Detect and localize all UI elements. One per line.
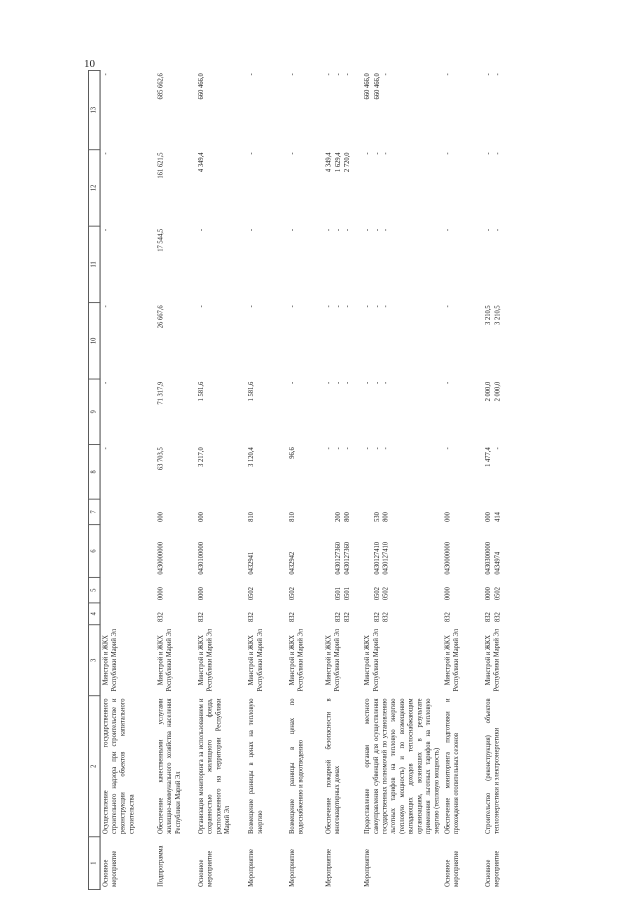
row-type: Основное мероприятие — [443, 850, 461, 887]
cell-line: - — [343, 73, 351, 76]
cell-line: 832 — [372, 612, 381, 623]
cell-c8 — [483, 445, 520, 500]
cell-c4 — [196, 603, 246, 625]
cell-line: - — [324, 447, 333, 450]
cell-c7 — [287, 499, 324, 524]
column-header-6: 6 — [88, 525, 99, 578]
cell-line: 3 120,4 — [247, 447, 256, 467]
cell-line: - — [363, 447, 372, 450]
cell-line: - — [372, 305, 381, 308]
column-header-9: 9 — [88, 379, 99, 445]
table-row — [443, 71, 484, 890]
cell-c13 — [287, 71, 324, 150]
cell-line: 96,6 — [288, 447, 296, 459]
cell-line: - — [288, 152, 296, 155]
cell-c8 — [247, 445, 288, 500]
cell-line: 000 — [443, 512, 452, 522]
row-type: Мероприятие — [363, 849, 372, 887]
cell-line: 0502 — [381, 587, 390, 601]
cell-c4 — [247, 603, 288, 625]
cell-line: - — [101, 73, 110, 76]
cell-c5 — [287, 577, 324, 602]
cell-line: - — [247, 228, 256, 232]
column-header-10: 10 — [88, 303, 99, 379]
cell-c11 — [443, 226, 484, 302]
cell-c4 — [443, 603, 484, 625]
cell-line: 0502 — [288, 587, 296, 601]
cell-line: 800 — [343, 512, 351, 522]
cell-line: - — [334, 73, 342, 76]
cell-line: - — [381, 152, 390, 155]
cell-c5 — [443, 577, 484, 602]
column-header-7: 7 — [88, 499, 99, 524]
cell-line — [325, 580, 334, 600]
cell-line: - — [288, 73, 296, 76]
row-type: Подпрограмма — [156, 845, 165, 887]
cell-c11 — [483, 226, 520, 302]
cell-line: - — [324, 228, 333, 232]
cell-line: - — [363, 381, 372, 384]
cell-line: - — [334, 228, 342, 232]
cell-line: - — [381, 447, 390, 450]
cell-line: 161 621,5 — [156, 152, 165, 179]
row-executor: Минстрой и ЖКХ Республики Марий Эл — [101, 628, 118, 692]
cell-c9 — [443, 379, 484, 445]
row-executor: Минстрой и ЖКХ Республики Марий Эл — [156, 628, 174, 692]
cell-line: - — [334, 305, 342, 308]
cell-line: - — [484, 228, 493, 232]
cell-line: 4 349,4 — [197, 152, 206, 173]
cell-c5 — [196, 577, 246, 602]
cell-line: - — [493, 152, 502, 155]
cell-line: 0000 — [443, 587, 452, 601]
cell-line: - — [372, 228, 381, 232]
row-type: Основное мероприятие — [197, 850, 214, 887]
cell-line: - — [101, 152, 110, 155]
cell-c9 — [100, 379, 156, 445]
cell-line: - — [493, 73, 502, 76]
cell-line: 0432941 — [247, 551, 256, 575]
cell-line: 3 210,5 — [484, 305, 493, 325]
cell-c4 — [324, 603, 363, 625]
cell-line: - — [484, 73, 493, 76]
cell-c4 — [100, 603, 156, 625]
cell-line — [325, 502, 334, 522]
cell-c11 — [247, 226, 288, 302]
cell-line: 414 — [493, 512, 502, 522]
cell-line: - — [343, 305, 351, 308]
cell-c13 — [363, 71, 443, 150]
cell-c5 — [324, 577, 363, 602]
cell-line: - — [381, 305, 390, 308]
cell-line: 0000 — [156, 587, 165, 601]
cell-line: - — [493, 447, 502, 450]
cell-c6 — [363, 525, 443, 578]
row-description: Обеспечение мониторинга подготовки и прохождения отопительных сезонов — [443, 698, 461, 835]
cell-c5 — [363, 577, 443, 602]
cell-c6 — [287, 525, 324, 578]
cell-line: 0502 — [247, 587, 256, 601]
cell-line: 200 — [334, 512, 342, 522]
cell-line: - — [101, 447, 110, 450]
cell-c7 — [196, 499, 246, 524]
cell-line: 1 477,4 — [484, 447, 493, 467]
cell-c8 — [363, 445, 443, 500]
cell-line: 0430127360 — [334, 541, 342, 575]
cell-c5 — [156, 577, 197, 602]
column-header-4: 4 — [88, 603, 99, 625]
cell-line: 832 — [247, 612, 256, 623]
cell-c13 — [156, 71, 197, 150]
cell-line: - — [334, 381, 342, 384]
cell-c7 — [100, 499, 156, 524]
table-row — [324, 71, 363, 890]
cell-c10 — [247, 303, 288, 379]
cell-c7 — [324, 499, 363, 524]
cell-line: - — [381, 73, 390, 76]
cell-c10 — [156, 303, 197, 379]
column-header-12: 12 — [88, 150, 99, 226]
cell-line: - — [324, 73, 333, 76]
cell-c12 — [443, 150, 484, 226]
cell-c8 — [324, 445, 363, 500]
cell-line: 810 — [247, 512, 256, 522]
cell-line: 832 — [493, 612, 502, 623]
cell-line: 832 — [197, 612, 206, 623]
cell-c13 — [483, 71, 520, 150]
column-header-2: 2 — [88, 696, 99, 837]
table-row — [363, 71, 443, 890]
header-row — [88, 71, 99, 890]
cell-line: 0434974 — [493, 551, 502, 575]
cell-c12 — [324, 150, 363, 226]
cell-c5 — [100, 577, 156, 602]
cell-line: - — [372, 152, 381, 155]
cell-line — [364, 527, 373, 574]
cell-c12 — [287, 150, 324, 226]
cell-c4 — [483, 603, 520, 625]
cell-line: - — [197, 228, 206, 232]
cell-line: - — [343, 228, 351, 232]
row-description: Строительство (реконструкция) объектов теплоэнергетики и электроэнергетики — [484, 698, 501, 835]
cell-c11 — [156, 226, 197, 302]
row-executor: Минстрой и ЖКХ Республики Марий Эл — [363, 628, 380, 692]
row-executor: Минстрой и ЖКХ Республики Марий Эл — [288, 628, 305, 692]
cell-c7 — [483, 499, 520, 524]
cell-c6 — [100, 525, 156, 578]
program-table — [88, 70, 520, 890]
cell-line: 0501 — [334, 587, 342, 601]
cell-line: 0000 — [484, 587, 493, 601]
cell-line: - — [288, 381, 296, 384]
page-number: 10 — [84, 58, 95, 70]
cell-c6 — [247, 525, 288, 578]
cell-line: 810 — [288, 512, 296, 522]
cell-c10 — [100, 303, 156, 379]
cell-c12 — [156, 150, 197, 226]
cell-line — [325, 527, 334, 574]
cell-line: 832 — [156, 612, 165, 623]
row-type: Основное мероприятие — [484, 850, 501, 887]
cell-c9 — [247, 379, 288, 445]
cell-c6 — [324, 525, 363, 578]
cell-line: 832 — [484, 612, 493, 623]
cell-c12 — [196, 150, 246, 226]
table-row — [196, 71, 246, 890]
cell-c13 — [196, 71, 246, 150]
cell-c4 — [363, 603, 443, 625]
cell-line: 0502 — [372, 587, 381, 601]
cell-line: - — [247, 73, 256, 76]
cell-line: - — [343, 381, 351, 384]
cell-c13 — [100, 71, 156, 150]
cell-line: - — [247, 305, 256, 308]
cell-c9 — [363, 379, 443, 445]
cell-line: - — [372, 381, 381, 384]
row-description: Организация мониторинга за использованием и сохранностью жилищного фонда, расположенного на территории Республики Марий Эл — [197, 698, 232, 835]
cell-line: 63 703,5 — [156, 447, 165, 471]
cell-line: 000 — [197, 512, 206, 522]
cell-line: - — [372, 447, 381, 450]
cell-line: 17 544,5 — [156, 228, 165, 252]
cell-line: - — [324, 305, 333, 308]
cell-line: - — [484, 152, 493, 155]
cell-c10 — [287, 303, 324, 379]
cell-c6 — [156, 525, 197, 578]
cell-line: 000 — [484, 512, 493, 522]
cell-line: - — [288, 228, 296, 232]
cell-line: 0430000000 — [443, 541, 452, 575]
cell-c11 — [363, 226, 443, 302]
cell-line: 3 217,0 — [197, 447, 206, 467]
cell-line: 2 000,0 — [493, 381, 502, 402]
cell-line: - — [443, 447, 452, 450]
cell-line: 832 — [381, 612, 390, 623]
cell-line: - — [101, 305, 110, 308]
cell-c5 — [483, 577, 520, 602]
cell-c11 — [196, 226, 246, 302]
cell-line: - — [288, 305, 296, 308]
column-header-3: 3 — [88, 625, 99, 696]
cell-c8 — [100, 445, 156, 500]
cell-line: 2 000,0 — [484, 381, 493, 402]
cell-c7 — [156, 499, 197, 524]
cell-line: 660 466,0 — [363, 73, 372, 100]
column-header-1: 1 — [88, 837, 99, 890]
cell-line: - — [363, 152, 372, 155]
cell-line: 832 — [288, 612, 296, 623]
table-row — [483, 71, 520, 890]
cell-line: 0430127410 — [381, 541, 390, 575]
cell-line: - — [101, 381, 110, 384]
cell-c10 — [443, 303, 484, 379]
column-header-11: 11 — [88, 226, 99, 302]
cell-line: - — [334, 447, 342, 450]
cell-line: 0430127360 — [343, 541, 351, 575]
cell-c12 — [247, 150, 288, 226]
cell-c8 — [196, 445, 246, 500]
cell-line: - — [363, 228, 372, 232]
cell-line: 530 — [372, 512, 381, 522]
cell-line: - — [343, 447, 351, 450]
cell-c13 — [324, 71, 363, 150]
cell-line: 1 581,6 — [247, 381, 256, 402]
cell-c9 — [156, 379, 197, 445]
table-row — [156, 71, 197, 890]
cell-line: 660 466,0 — [372, 73, 381, 100]
cell-line: - — [324, 381, 333, 384]
cell-c6 — [483, 525, 520, 578]
row-executor: Минстрой и ЖКХ Республики Марий Эл — [324, 628, 342, 692]
cell-line: 0430127410 — [372, 541, 381, 575]
row-description: Предоставление органам местного самоуправления субвенций для осуществления государственных полномочий по установлению льготных тарифов на тепловую энергию (тепловую мощность) и по возмещению выпадающих доходов теплоснабжающим организациям, возникших в результате применения льготных тарифов на тепловую энергию (тепловую мощность) — [363, 698, 441, 835]
cell-line: 0501 — [343, 587, 351, 601]
row-description: Возмещение разницы в ценах по водоснабжению и водоотведению — [288, 698, 305, 835]
row-type: Мероприятие — [247, 849, 256, 887]
cell-c9 — [324, 379, 363, 445]
cell-c11 — [324, 226, 363, 302]
cell-c8 — [443, 445, 484, 500]
cell-c13 — [247, 71, 288, 150]
cell-line: 1 629,4 — [334, 152, 342, 173]
cell-line: 660 466,0 — [197, 73, 206, 100]
cell-line: - — [381, 381, 390, 384]
cell-c10 — [196, 303, 246, 379]
cell-c10 — [363, 303, 443, 379]
cell-c4 — [156, 603, 197, 625]
row-type: Основное мероприятие — [101, 850, 118, 887]
cell-c12 — [100, 150, 156, 226]
cell-line: - — [493, 228, 502, 232]
cell-line: 3 210,5 — [493, 305, 502, 325]
cell-c8 — [156, 445, 197, 500]
table-body — [100, 71, 520, 890]
cell-c6 — [196, 525, 246, 578]
cell-line: - — [443, 305, 452, 308]
row-type: Мероприятие — [288, 849, 296, 887]
cell-line: - — [443, 152, 452, 155]
row-executor: Минстрой и ЖКХ Республики Марий Эл — [443, 628, 461, 692]
cell-line: 832 — [334, 612, 342, 623]
cell-c13 — [443, 71, 484, 150]
cell-line: 0430300000 — [484, 541, 493, 575]
cell-c10 — [483, 303, 520, 379]
cell-line: 000 — [156, 512, 165, 522]
cell-line: 0430100000 — [197, 541, 206, 575]
row-executor: Минстрой и ЖКХ Республики Марий Эл — [247, 628, 265, 692]
cell-c11 — [287, 226, 324, 302]
column-header-5: 5 — [88, 577, 99, 602]
cell-c11 — [100, 226, 156, 302]
cell-c7 — [443, 499, 484, 524]
cell-line: - — [443, 73, 452, 76]
cell-c12 — [483, 150, 520, 226]
cell-c7 — [247, 499, 288, 524]
row-type: Мероприятие — [324, 849, 333, 887]
cell-line: 0502 — [493, 587, 502, 601]
table-row — [287, 71, 324, 890]
column-header-8: 8 — [88, 445, 99, 500]
cell-line: 0430000000 — [156, 541, 165, 575]
row-executor: Минстрой и ЖКХ Республики Марий Эл — [484, 628, 501, 692]
cell-line: - — [443, 381, 452, 384]
cell-c9 — [196, 379, 246, 445]
cell-c6 — [443, 525, 484, 578]
cell-c9 — [483, 379, 520, 445]
cell-c5 — [247, 577, 288, 602]
cell-line: 26 667,6 — [156, 305, 165, 329]
cell-c12 — [363, 150, 443, 226]
cell-line: - — [101, 228, 110, 232]
cell-line: 4 349,4 — [324, 152, 333, 173]
cell-c4 — [287, 603, 324, 625]
cell-line — [325, 606, 334, 622]
table-row — [100, 71, 156, 890]
cell-line: 832 — [343, 612, 351, 623]
cell-line — [364, 606, 373, 622]
cell-c8 — [287, 445, 324, 500]
cell-line: 800 — [381, 512, 390, 522]
row-executor: Минстрой и ЖКХ Республики Марий Эл — [197, 628, 214, 692]
cell-line: 685 662,6 — [156, 73, 165, 100]
cell-line: 71 317,9 — [156, 381, 165, 405]
cell-c9 — [287, 379, 324, 445]
cell-line: 832 — [443, 612, 452, 623]
table-row — [247, 71, 288, 890]
cell-line: 1 581,6 — [197, 381, 206, 402]
cell-line — [364, 580, 373, 600]
cell-line — [364, 502, 373, 522]
row-description: Осуществление государственного строительного надзора при строительстве и реконструкции объектов капитального строительства — [101, 698, 136, 835]
row-description: Обеспечение качественными услугами жилищно-коммунального хозяйства населения Республики Марий Эл — [156, 698, 182, 835]
cell-line: - — [247, 152, 256, 155]
cell-line: - — [197, 305, 206, 308]
cell-line: 2 720,0 — [343, 152, 351, 173]
row-description: Обеспечение пожарной безопасности в многоквартирных домах — [324, 698, 342, 835]
row-description: Возмещение разницы в ценах на тепловую энергию — [247, 698, 265, 835]
column-header-13: 13 — [88, 71, 99, 150]
rotated-page — [88, 71, 629, 890]
cell-c7 — [363, 499, 443, 524]
cell-line: - — [363, 305, 372, 308]
cell-line: - — [443, 228, 452, 232]
cell-line: - — [381, 228, 390, 232]
cell-c10 — [324, 303, 363, 379]
cell-line: 0000 — [197, 587, 206, 601]
cell-line: 0432942 — [288, 551, 296, 575]
